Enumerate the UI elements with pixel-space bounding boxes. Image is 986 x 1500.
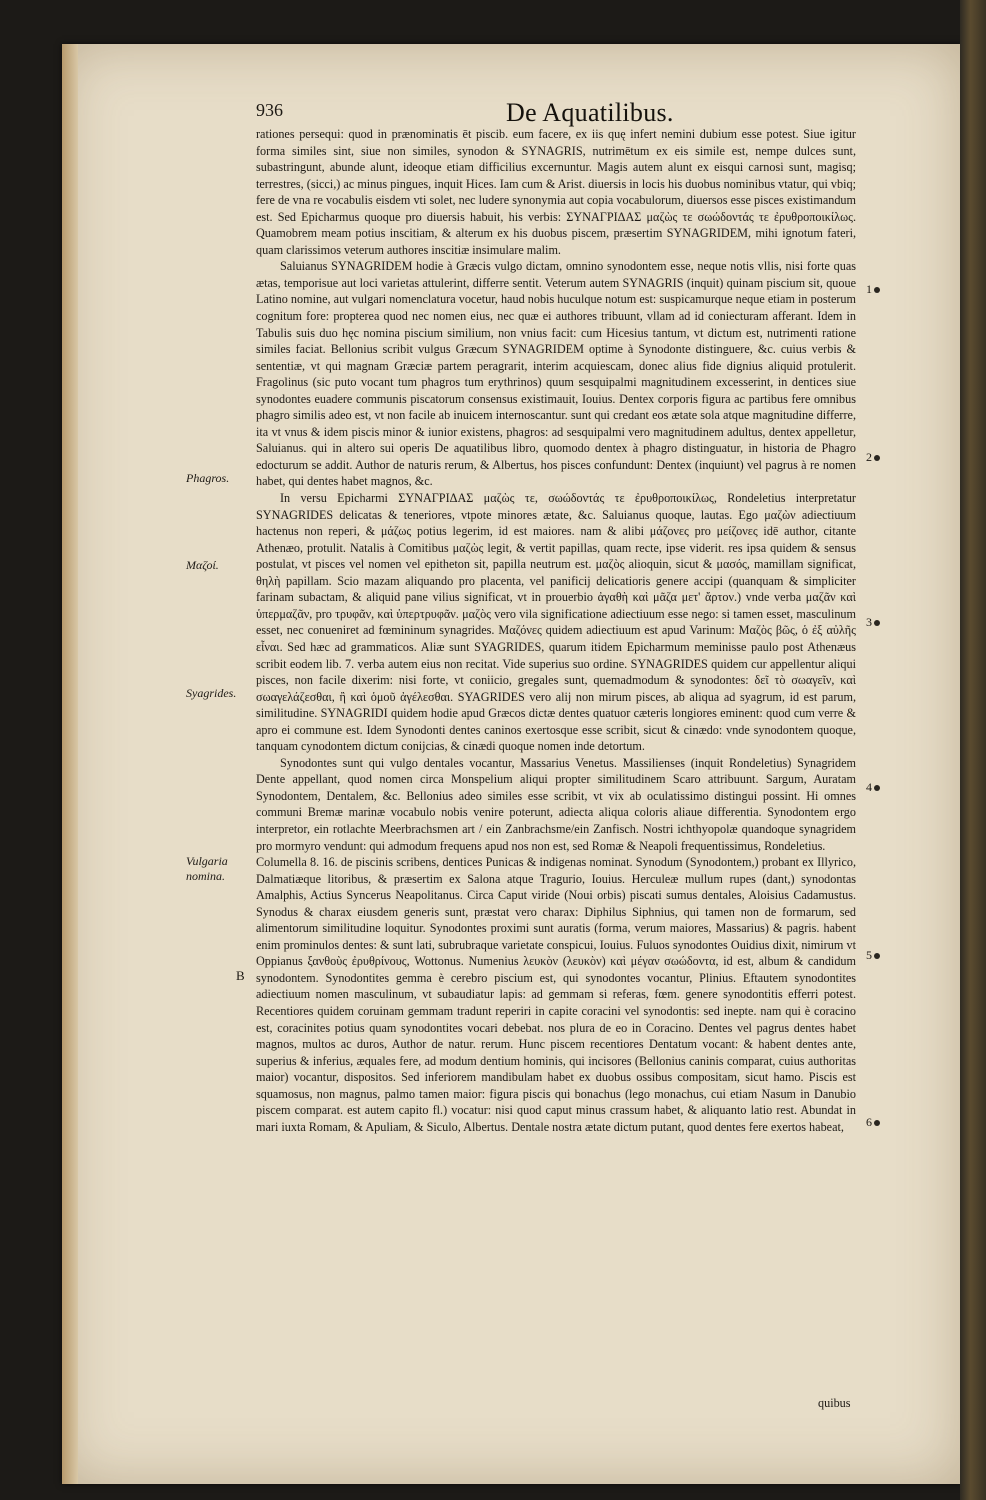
margin-note-mazoi: Μαζοί.: [186, 558, 219, 572]
line-number-marker: 2: [866, 450, 880, 465]
line-number-marker: 1: [866, 282, 880, 297]
margin-note-vulgaria: Vulgaria nomina.: [186, 854, 228, 883]
paragraph: In versu Epicharmi ΣΥΝΑΓΡΙΔΑΣ μαζὼς τε, σωώδοντάς τε ἐρυθροποικίλως, Rondeletius interpretatur SYNAGRIDES delicatas & teneriores, vtpote minores ætate, &c. Saluianus quoque, lautas. Ego μαζὼν adiectiuum hactenus non reperi, & μάζως potius legerim, id est maiores. nam & alibi μάζονες pro μείζονες idē author, citante Athenæo, protulit. Natalis à Comitibus μαζὼς legit, & vertit papillas, quam recte, ipse viderit. res ipsa quidem & sensus postulat, vt pisces vel nomen vel epitheton sit, papilla neutrum est. μαζὸς alioquin, sicut & μασός, mamillam significat, θηλὴ papillam. Scio mazam aliquando pro placenta, vel panificij delicatioris genere accipi (quanquam & simpliciter farinam subactam, & aliquid pane vilius significat, vt in prouerbio ἀγαθὴ καὶ μᾶζα μετ' ἄρτον.) vnde verba μαζᾶν καὶ ὑπερμαζᾶν, pro τρυφᾶν, καὶ ὑπερτρυφᾶν. μαζὸς vero vila significatione adiectiuum esse nego: si tamen esset, masculinum esset, nec conueniret ad fœmininum synagrides. Μαζόνες quidem adiectiuum est apud Varinum: Μαζὸς βῶς, ὁ ἐξ αὐλῆς εἶναι. Sed hæc ad grammaticos. Aliæ sunt SYAGRIDES, quarum itidem Epicharmum meminisse paulo post Athenæus scribit eodem lib. 7. verba autem eius non recitat. Vide superius suo ordine. SYNAGRIDES quidem cur appellentur aliqui pisces, non facile dixerim: nisi forte, vt coniicio, gregales sunt, quemadmodum & synodontes: δεῖ τὸ σωαγεῖν, καὶ σωαγελάζεσθαι, ἢ καὶ ὁμοῦ ἀγέλεσθαι. SYAGRIDES vero alij non mirum pisces, ab aliqua ad syagrum, id est parum, similitudine. SYNAGRIDI quidem hodie apud Græcos dictæ dentes quatuor cæteris longiores eminent: quod cum verre & apro ei commune est. Idem Synodonti dentes caninos exertosque esse scribit, sicut & cinædo: vnde synodontem quoque, tanquam cynodontem dictum conijcias, & cinædi quoque nomen inde detortum.: [256, 491, 856, 754]
main-text: [256, 126, 856, 1135]
page-number: 936: [256, 100, 283, 120]
paragraph: Columella 8. 16. de piscinis scribens, dentices Punicas & indigenas nominat. Synodum (Synodontem,) probant ex Illyrico, Dalmatiæque litoribus, & præsertim ex Salona atque Tragurio, Iouius. Herculeæ mullum rupes (dant,) synodontas Amalphis, Actius Syncerus Neapolitanus. Circa Caput viride (Noui orbis) piscati sumus dentales, Aloisius Cadamustus. Synodus & charax eiusdem generis sunt, præstat vero charax: Diphilus Siphnius, qui tamen non de formarum, sed alimentorum similitudine loquitur. Synodontes proximi sunt auratis (forma, verum maiores, Massarius) & pagris. habent enim prominulos dentes: & sunt lati, subrubraque varietate conspicui, Iouius. Fuluos synodontes Ouidius dixit, nimirum vt Oppianus ξανθοὺς ἐρυθρίνους, Wottonus. Numenius λευκὸν (λευκὸν) καὶ μέγαν σωώδοντα, id est, album & candidum synodontem. Synodontites gemma è cerebro piscium est, qui synodontes vocantur, Plinius. Eftautem synodontites adiectiuum nomen masculinum, vt subaudiatur lapis: ad gemmam si referas, fœm. genere synodontitis efferri potest. Recentiores quidem coruinam gemmam tradunt reperiri in capite coracini vel synodontis: sed inepte. nam qui è coracino est, coracinites potius quam synodontites vocari debebat. nos plura de eo in Coracino. Dentes vel pagrus dentes habet magnos, multos ac duros, Author de natur. rerum. Hunc piscem recentiores Dentatum vocant: & habent dentes ante, superius & inferius, æquales fere, ad modum dentium hominis, qui incisores (Bellonius caninis comparat, cuius authoritas maior) vocantur, dispositos. Sed inferiorem mandibulam habet ex duobus ossibus compositam, sicut hamo. Piscis est squamosus, non magnus, palmo tamen maior: figura piscis qui bonachus (lego monachus, cui etiam Nasum in Danubio piscem comparat. est autem capito fl.) vocatur: nisi quod caput minus crassum habet, & aliquanto latio rest. Abundat in mari iuxta Romam, & Apuliam, & Siculo, Albertus. Dentale nostra ætate dictum putant, quod dentes fere exertos habeat,: [256, 855, 856, 1134]
paragraph: rationes persequi: quod in prænominatis ēt piscib. eum facere, ex iis quę infert nemini dubium esse potest. Siue igitur forma similes sint, siue non similes, synodon & SYNAGRIS, nutrimētum ex eis simile est, nempe dulces sunt, subastringunt, abunde alunt, ideoque etiam difficilius excernuntur. Magis autem alunt ex eisqui carnosi sunt, magisq; terrestres, (sicci,) ac minus pingues, inquit Hices. Iam cum & Arist. diuersis in locis his duobus nominibus vtatur, qui vbiq; fere de vna re vocabulis eisdem vti solet, nec ludere synonymia aut copia vocabulorum, diuersos esse pisces existimandum est. Sed Epicharmus quoque pro diuersis habuit, his verbis: ΣΥΝΑΓΡΙΔΑΣ μαζὼς τε σωώδοντάς τε ἐρυθροποικίλως. Quamobrem meam potius inscitiam, & alterum ex his duobus piscem, præsertim SYNAGRIDEM, mihi ignotum fateri, quam clarissimos veterum authores inscitiæ insimulare malim.: [256, 127, 856, 257]
line-number-marker: 6: [866, 1115, 880, 1130]
margin-note-syagrides: Syagrides.: [186, 686, 237, 700]
catchword: quibus: [818, 1396, 851, 1410]
paragraph: Saluianus SYNAGRIDEM hodie à Græcis vulgo dictam, omnino synodontem esse, neque notis vllis, nisi forte quas ætas, temporisue aut loci varietas attulerint, differre sentit. Veterum autem SYNAGRIS (inquit) quinam piscium sit, quoue Latino nomine, aut vulgari nomenclatura vocetur, haud nobis huculque notum est: suspicamurque neque etiam in posterum cognitum fore: propterea quod nec nomen eius, nec quæ ei authores tribuunt, vllam ad id coniecturam afferant. Idem in Tabulis suis duo hęc nomina piscium similium, non vnius facit: cum Hicesius tantum, vt dictum est, nutrimenti ratione similes faciat. Bellonius scribit vulgus Græcum SYNAGRIDEM optime à Synodonte distinguere, &c. cuius verbis & sententiæ, vt qui magnam Græciæ partem peragrarit, interim acquiescam, donec alius fide dignius aliquid protulerit. Fragolinus (sic puto vocant tum phagros tum erythrinos) quum sesquipalmi magnitudinem excesserint, in dentices siue synodontes euadere communis piscatorum consensus existimauit, Iouius. Dentex corporis figura ac partibus fere omnibus phagro similis adeo est, vt non facile ab inuicem internoscantur. sunt qui credant eos ætate sola atque magnitudine differre, ita vt vnus & idem piscis minor & iunior existens, phagros: ad sesquipalmi vero magnitudinem adultus, dentex appelletur, Saluianus. qui in altero sui operis De aquatilibus libro, quomodo dentex à phagro distinguatur, in historia de Phagro edocturum se addit. Author de naturis rerum, & Albertus, hos pisces confundunt: Dentex (inquiunt) vel pagrus à re nomen habet, qui dentes habet magnos, &c.: [256, 259, 856, 489]
paragraph: Synodontes sunt qui vulgo dentales vocantur, Massarius Venetus. Massilienses (inquit Rondeletius) Synagridem Dente appellant, quod nomen circa Monspelium aliqui propter similitudinem Scaro attribuunt. Sargum, Auratam Synodontem, Dentalem, &c. Bellonius adeo similes esse scribit, vt vix ab oculatissimo distingui possint. Hi omnes communi Bremæ marinæ vocabulo nobis venire poterunt, adiecta aliqua coloris aliaue differentia. Synodontem ergo interpretor, ein rotlachte Meerbrachsmen art / ein Zanbrachsme/ein Zanfisch. Nostri ichthyopolæ quandoque synagridem pro mormyro vendunt: qui admodum frequens apud nos non est, sed Romæ & Neapoli frequentissimus, Rondeletius.: [256, 755, 856, 853]
margin-letter: B: [236, 968, 245, 983]
line-number-marker: 3: [866, 615, 880, 630]
line-number-marker: 4: [866, 780, 880, 795]
line-number-marker: 5: [866, 948, 880, 963]
running-title: De Aquatilibus.: [506, 98, 674, 127]
book-spine: [960, 0, 986, 1500]
margin-note-phagros: Phagros.: [186, 471, 230, 485]
